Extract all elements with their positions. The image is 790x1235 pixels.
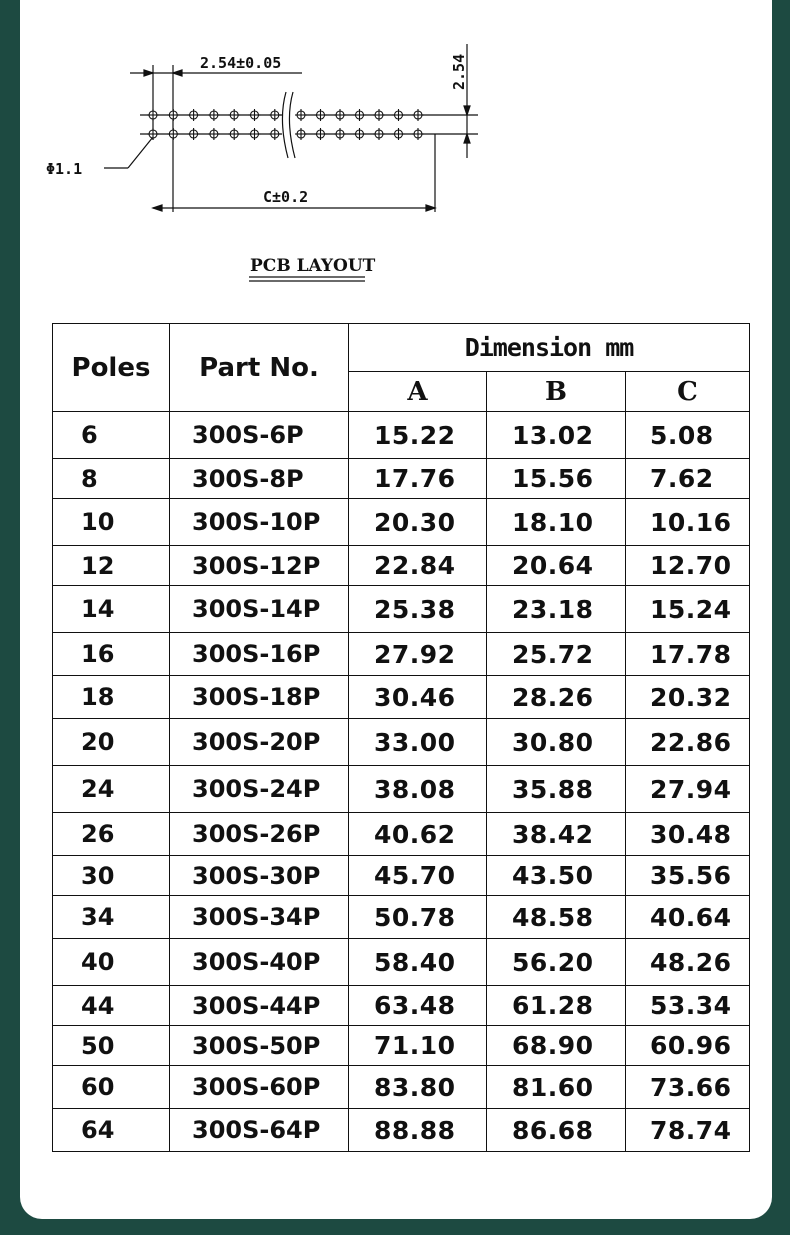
cell-c: 20.32 bbox=[626, 676, 750, 719]
cell-poles: 44 bbox=[53, 986, 170, 1026]
content-card bbox=[20, 0, 772, 1219]
cell-c: 78.74 bbox=[626, 1109, 750, 1152]
table-row bbox=[53, 676, 750, 719]
cell-a: 30.46 bbox=[349, 676, 487, 719]
cell-a: 20.30 bbox=[349, 499, 487, 546]
header-a: A bbox=[349, 372, 487, 412]
cell-a: 71.10 bbox=[349, 1026, 487, 1066]
cell-poles: 24 bbox=[53, 766, 170, 813]
cell-c: 27.94 bbox=[626, 766, 750, 813]
table-row bbox=[53, 856, 750, 896]
cell-part-no: 300S-40P bbox=[170, 939, 349, 986]
table-row bbox=[53, 1026, 750, 1066]
cell-c: 15.24 bbox=[626, 586, 750, 633]
cell-part-no: 300S-20P bbox=[170, 719, 349, 766]
cell-a: 50.78 bbox=[349, 896, 487, 939]
table-row bbox=[53, 412, 750, 459]
cell-c: 5.08 bbox=[626, 412, 750, 459]
table-row bbox=[53, 1109, 750, 1152]
cell-b: 48.58 bbox=[487, 896, 626, 939]
cell-part-no: 300S-34P bbox=[170, 896, 349, 939]
cell-a: 22.84 bbox=[349, 546, 487, 586]
cell-c: 40.64 bbox=[626, 896, 750, 939]
cell-poles: 18 bbox=[53, 676, 170, 719]
cell-c: 60.96 bbox=[626, 1026, 750, 1066]
cell-a: 58.40 bbox=[349, 939, 487, 986]
cell-a: 25.38 bbox=[349, 586, 487, 633]
cell-a: 33.00 bbox=[349, 719, 487, 766]
cell-c: 48.26 bbox=[626, 939, 750, 986]
header-b: B bbox=[487, 372, 626, 412]
cell-part-no: 300S-14P bbox=[170, 586, 349, 633]
cell-poles: 10 bbox=[53, 499, 170, 546]
cell-b: 86.68 bbox=[487, 1109, 626, 1152]
row-pitch-label: 2.54 bbox=[450, 53, 468, 90]
cell-part-no: 300S-8P bbox=[170, 459, 349, 499]
cell-c: 7.62 bbox=[626, 459, 750, 499]
table-row bbox=[53, 719, 750, 766]
cell-poles: 64 bbox=[53, 1109, 170, 1152]
cell-c: 53.34 bbox=[626, 986, 750, 1026]
cell-c: 35.56 bbox=[626, 856, 750, 896]
cell-a: 88.88 bbox=[349, 1109, 487, 1152]
header-dimension: Dimension mm bbox=[349, 324, 750, 372]
cell-b: 20.64 bbox=[487, 546, 626, 586]
table-row bbox=[53, 896, 750, 939]
cell-part-no: 300S-50P bbox=[170, 1026, 349, 1066]
table-row bbox=[53, 546, 750, 586]
cell-part-no: 300S-64P bbox=[170, 1109, 349, 1152]
hole-diameter-label: Φ1.1 bbox=[46, 160, 83, 178]
cell-b: 81.60 bbox=[487, 1066, 626, 1109]
cell-a: 83.80 bbox=[349, 1066, 487, 1109]
header-c: C bbox=[626, 372, 750, 412]
cell-b: 13.02 bbox=[487, 412, 626, 459]
cell-b: 61.28 bbox=[487, 986, 626, 1026]
cell-a: 17.76 bbox=[349, 459, 487, 499]
cell-part-no: 300S-26P bbox=[170, 813, 349, 856]
table-row bbox=[53, 939, 750, 986]
table-row bbox=[53, 1066, 750, 1109]
cell-part-no: 300S-60P bbox=[170, 1066, 349, 1109]
cell-part-no: 300S-10P bbox=[170, 499, 349, 546]
cell-poles: 26 bbox=[53, 813, 170, 856]
table-row bbox=[53, 633, 750, 676]
table-row bbox=[53, 813, 750, 856]
cell-poles: 12 bbox=[53, 546, 170, 586]
cell-c: 12.70 bbox=[626, 546, 750, 586]
cell-b: 68.90 bbox=[487, 1026, 626, 1066]
cell-b: 15.56 bbox=[487, 459, 626, 499]
cell-b: 43.50 bbox=[487, 856, 626, 896]
cell-c: 73.66 bbox=[626, 1066, 750, 1109]
cell-poles: 20 bbox=[53, 719, 170, 766]
cell-a: 45.70 bbox=[349, 856, 487, 896]
cell-c: 22.86 bbox=[626, 719, 750, 766]
cell-part-no: 300S-16P bbox=[170, 633, 349, 676]
span-label: C±0.2 bbox=[263, 188, 309, 206]
cell-poles: 14 bbox=[53, 586, 170, 633]
cell-part-no: 300S-12P bbox=[170, 546, 349, 586]
header-part-no: Part No. bbox=[170, 324, 349, 412]
cell-b: 28.26 bbox=[487, 676, 626, 719]
table-row bbox=[53, 986, 750, 1026]
cell-part-no: 300S-24P bbox=[170, 766, 349, 813]
cell-poles: 16 bbox=[53, 633, 170, 676]
cell-b: 25.72 bbox=[487, 633, 626, 676]
cell-part-no: 300S-44P bbox=[170, 986, 349, 1026]
cell-a: 15.22 bbox=[349, 412, 487, 459]
table-row bbox=[53, 459, 750, 499]
cell-poles: 60 bbox=[53, 1066, 170, 1109]
cell-b: 38.42 bbox=[487, 813, 626, 856]
cell-b: 18.10 bbox=[487, 499, 626, 546]
cell-c: 17.78 bbox=[626, 633, 750, 676]
table-row bbox=[53, 586, 750, 633]
header-poles: Poles bbox=[53, 324, 170, 412]
cell-c: 30.48 bbox=[626, 813, 750, 856]
cell-b: 23.18 bbox=[487, 586, 626, 633]
cell-c: 10.16 bbox=[626, 499, 750, 546]
cell-b: 30.80 bbox=[487, 719, 626, 766]
cell-poles: 50 bbox=[53, 1026, 170, 1066]
cell-poles: 6 bbox=[53, 412, 170, 459]
cell-part-no: 300S-6P bbox=[170, 412, 349, 459]
cell-b: 35.88 bbox=[487, 766, 626, 813]
cell-part-no: 300S-30P bbox=[170, 856, 349, 896]
table-row bbox=[53, 499, 750, 546]
table-row bbox=[53, 766, 750, 813]
pcb-layout-title: PCB LAYOUT bbox=[250, 256, 376, 276]
cell-poles: 30 bbox=[53, 856, 170, 896]
pcb-layout-drawing bbox=[20, 0, 772, 300]
cell-poles: 8 bbox=[53, 459, 170, 499]
cell-a: 40.62 bbox=[349, 813, 487, 856]
cell-b: 56.20 bbox=[487, 939, 626, 986]
dimension-table bbox=[52, 323, 750, 1152]
pitch-label: 2.54±0.05 bbox=[200, 54, 282, 72]
cell-part-no: 300S-18P bbox=[170, 676, 349, 719]
cell-a: 27.92 bbox=[349, 633, 487, 676]
cell-poles: 34 bbox=[53, 896, 170, 939]
cell-a: 38.08 bbox=[349, 766, 487, 813]
cell-a: 63.48 bbox=[349, 986, 487, 1026]
cell-poles: 40 bbox=[53, 939, 170, 986]
